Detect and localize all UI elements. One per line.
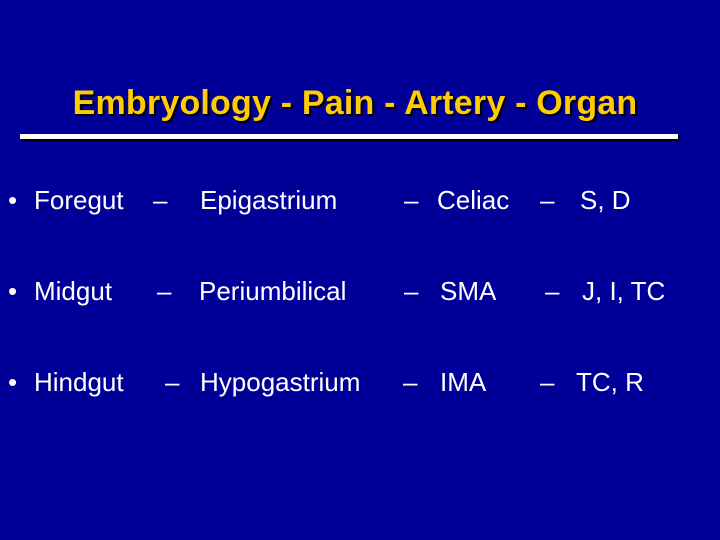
organ-label: J, I, TC: [582, 276, 666, 306]
title-underline: [20, 134, 678, 139]
dash-separator: –: [157, 276, 172, 306]
dash-separator: –: [540, 185, 555, 215]
pain-label: Epigastrium: [200, 185, 338, 215]
artery-label: Celiac: [437, 185, 510, 215]
artery-label: IMA: [440, 367, 487, 397]
pain-label: Hypogastrium: [200, 367, 361, 397]
dash-separator: –: [540, 367, 555, 397]
organ-label: TC, R: [576, 367, 644, 397]
embryology-label: Midgut: [34, 276, 113, 306]
list-item-hindgut: [0, 362, 720, 402]
dash-separator: –: [545, 276, 560, 306]
artery-label: SMA: [440, 276, 497, 306]
dash-separator: –: [404, 276, 419, 306]
pain-label: Periumbilical: [199, 276, 347, 306]
organ-label: S, D: [580, 185, 631, 215]
bullet-icon: •: [8, 276, 18, 306]
list-item-foregut: [0, 180, 720, 220]
embryology-label: Foregut: [34, 185, 124, 215]
bullet-icon: •: [8, 367, 18, 397]
dash-separator: –: [403, 367, 418, 397]
slide-title: Embryology - Pain - Artery - Organ: [72, 84, 638, 122]
dash-separator: –: [165, 367, 180, 397]
bullet-icon: •: [8, 185, 18, 215]
dash-separator: –: [153, 185, 168, 215]
list-item-midgut: [0, 271, 720, 311]
embryology-label: Hindgut: [34, 367, 124, 397]
dash-separator: –: [404, 185, 419, 215]
